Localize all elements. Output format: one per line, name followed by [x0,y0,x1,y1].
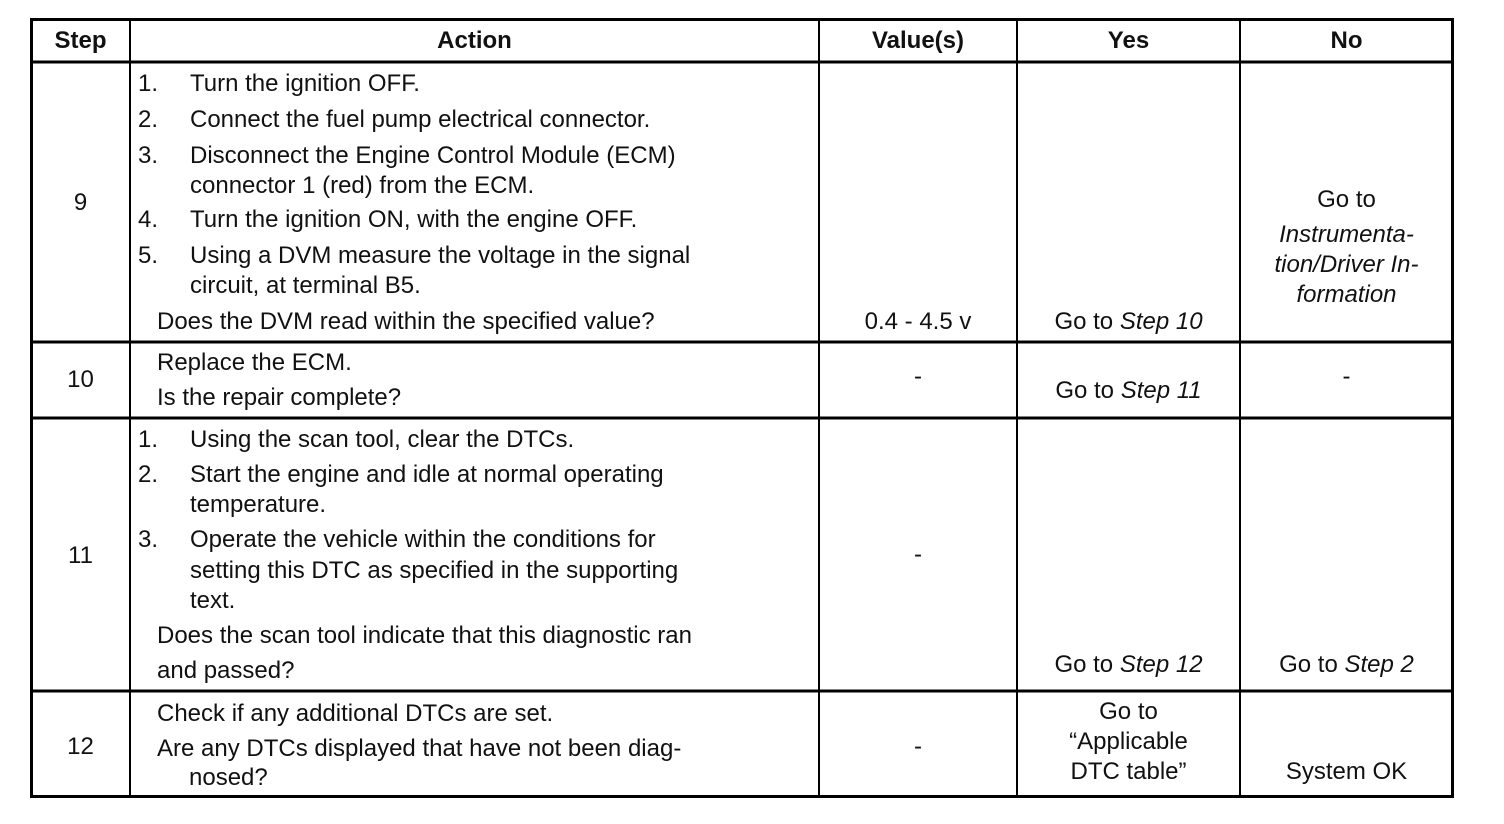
item-text: Turn the ignition OFF. [190,70,420,97]
no-cell: - [1342,363,1351,390]
no-cell-ref: Instrumenta- [1279,221,1414,248]
no-step-ref: Step 2 [1344,651,1414,678]
item-text: Using the scan tool, clear the DTCs. [190,426,575,453]
item-number: 4. [137,206,158,233]
question-text: Is the repair complete? [157,384,402,411]
step-number: 11 [68,542,93,569]
item-text-continued: connector 1 (red) from the ECM. [190,172,535,199]
header-values: Value(s) [871,27,965,54]
question-text: and passed? [157,657,295,684]
step-number: 9 [73,189,88,216]
statement-text: Replace the ECM. [157,349,352,376]
no-cell [1240,650,1453,680]
value-cell: - [914,363,922,390]
item-text: Operate the vehicle within the conditions for [190,526,656,553]
header-action: Action [437,27,512,54]
question-text: Does the scan tool indicate that this diagnostic ran [157,622,692,649]
item-text-continued: circuit, at terminal B5. [190,272,421,299]
item-text: Turn the ignition ON, with the engine OFF. [190,206,638,233]
yes-cell-line: Go to [1099,698,1158,725]
item-text: Using a DVM measure the voltage in the signal [190,242,691,269]
item-number: 1. [137,70,158,97]
no-cell-ref: tion/Driver In- [1274,251,1419,278]
item-number: 1. [137,426,158,453]
item-number: 3. [137,142,158,169]
question-text: Does the DVM read within the specified value? [157,308,655,335]
yes-cell-line: “Applicable [1069,728,1188,755]
yes-prefix: Go to [1055,377,1121,404]
yes-cell-line: DTC table” [1070,758,1187,785]
item-text-continued: text. [190,587,236,614]
item-text: Disconnect the Engine Control Module (ECM) [190,142,676,169]
item-text: Start the engine and idle at normal operating [190,461,664,488]
question-text: Are any DTCs displayed that have not been diag- [157,735,682,762]
step-number: 12 [67,733,94,760]
yes-cell [1017,650,1240,680]
value-cell: - [914,733,922,760]
item-number: 3. [137,526,158,553]
yes-prefix: Go to [1054,651,1120,678]
yes-step-ref: Step 12 [1119,651,1203,678]
no-cell: System OK [1285,758,1408,785]
question-text-continued: nosed? [189,764,268,791]
yes-cell [1017,307,1240,337]
item-text-continued: temperature. [190,491,327,518]
item-text-continued: setting this DTC as specified in the supporting [190,557,679,584]
item-text: Connect the fuel pump electrical connector. [190,106,651,133]
yes-step-ref: Step 11 [1120,377,1202,404]
step-number: 10 [67,366,94,393]
value-cell: 0.4 - 4.5 v [864,308,972,335]
header-yes: Yes [1107,27,1150,54]
header-no: No [1330,27,1363,54]
no-prefix: Go to [1279,651,1345,678]
yes-prefix: Go to [1054,308,1120,335]
value-cell: - [914,541,922,568]
item-number: 5. [137,242,158,269]
statement-text: Check if any additional DTCs are set. [157,700,554,727]
yes-step-ref: Step 10 [1119,308,1203,335]
no-cell-prefix: Go to [1317,186,1376,213]
item-number: 2. [137,106,158,133]
item-number: 2. [137,461,158,488]
header-step: Step [54,27,107,54]
no-cell-ref: formation [1296,281,1397,308]
yes-cell [1017,376,1240,406]
